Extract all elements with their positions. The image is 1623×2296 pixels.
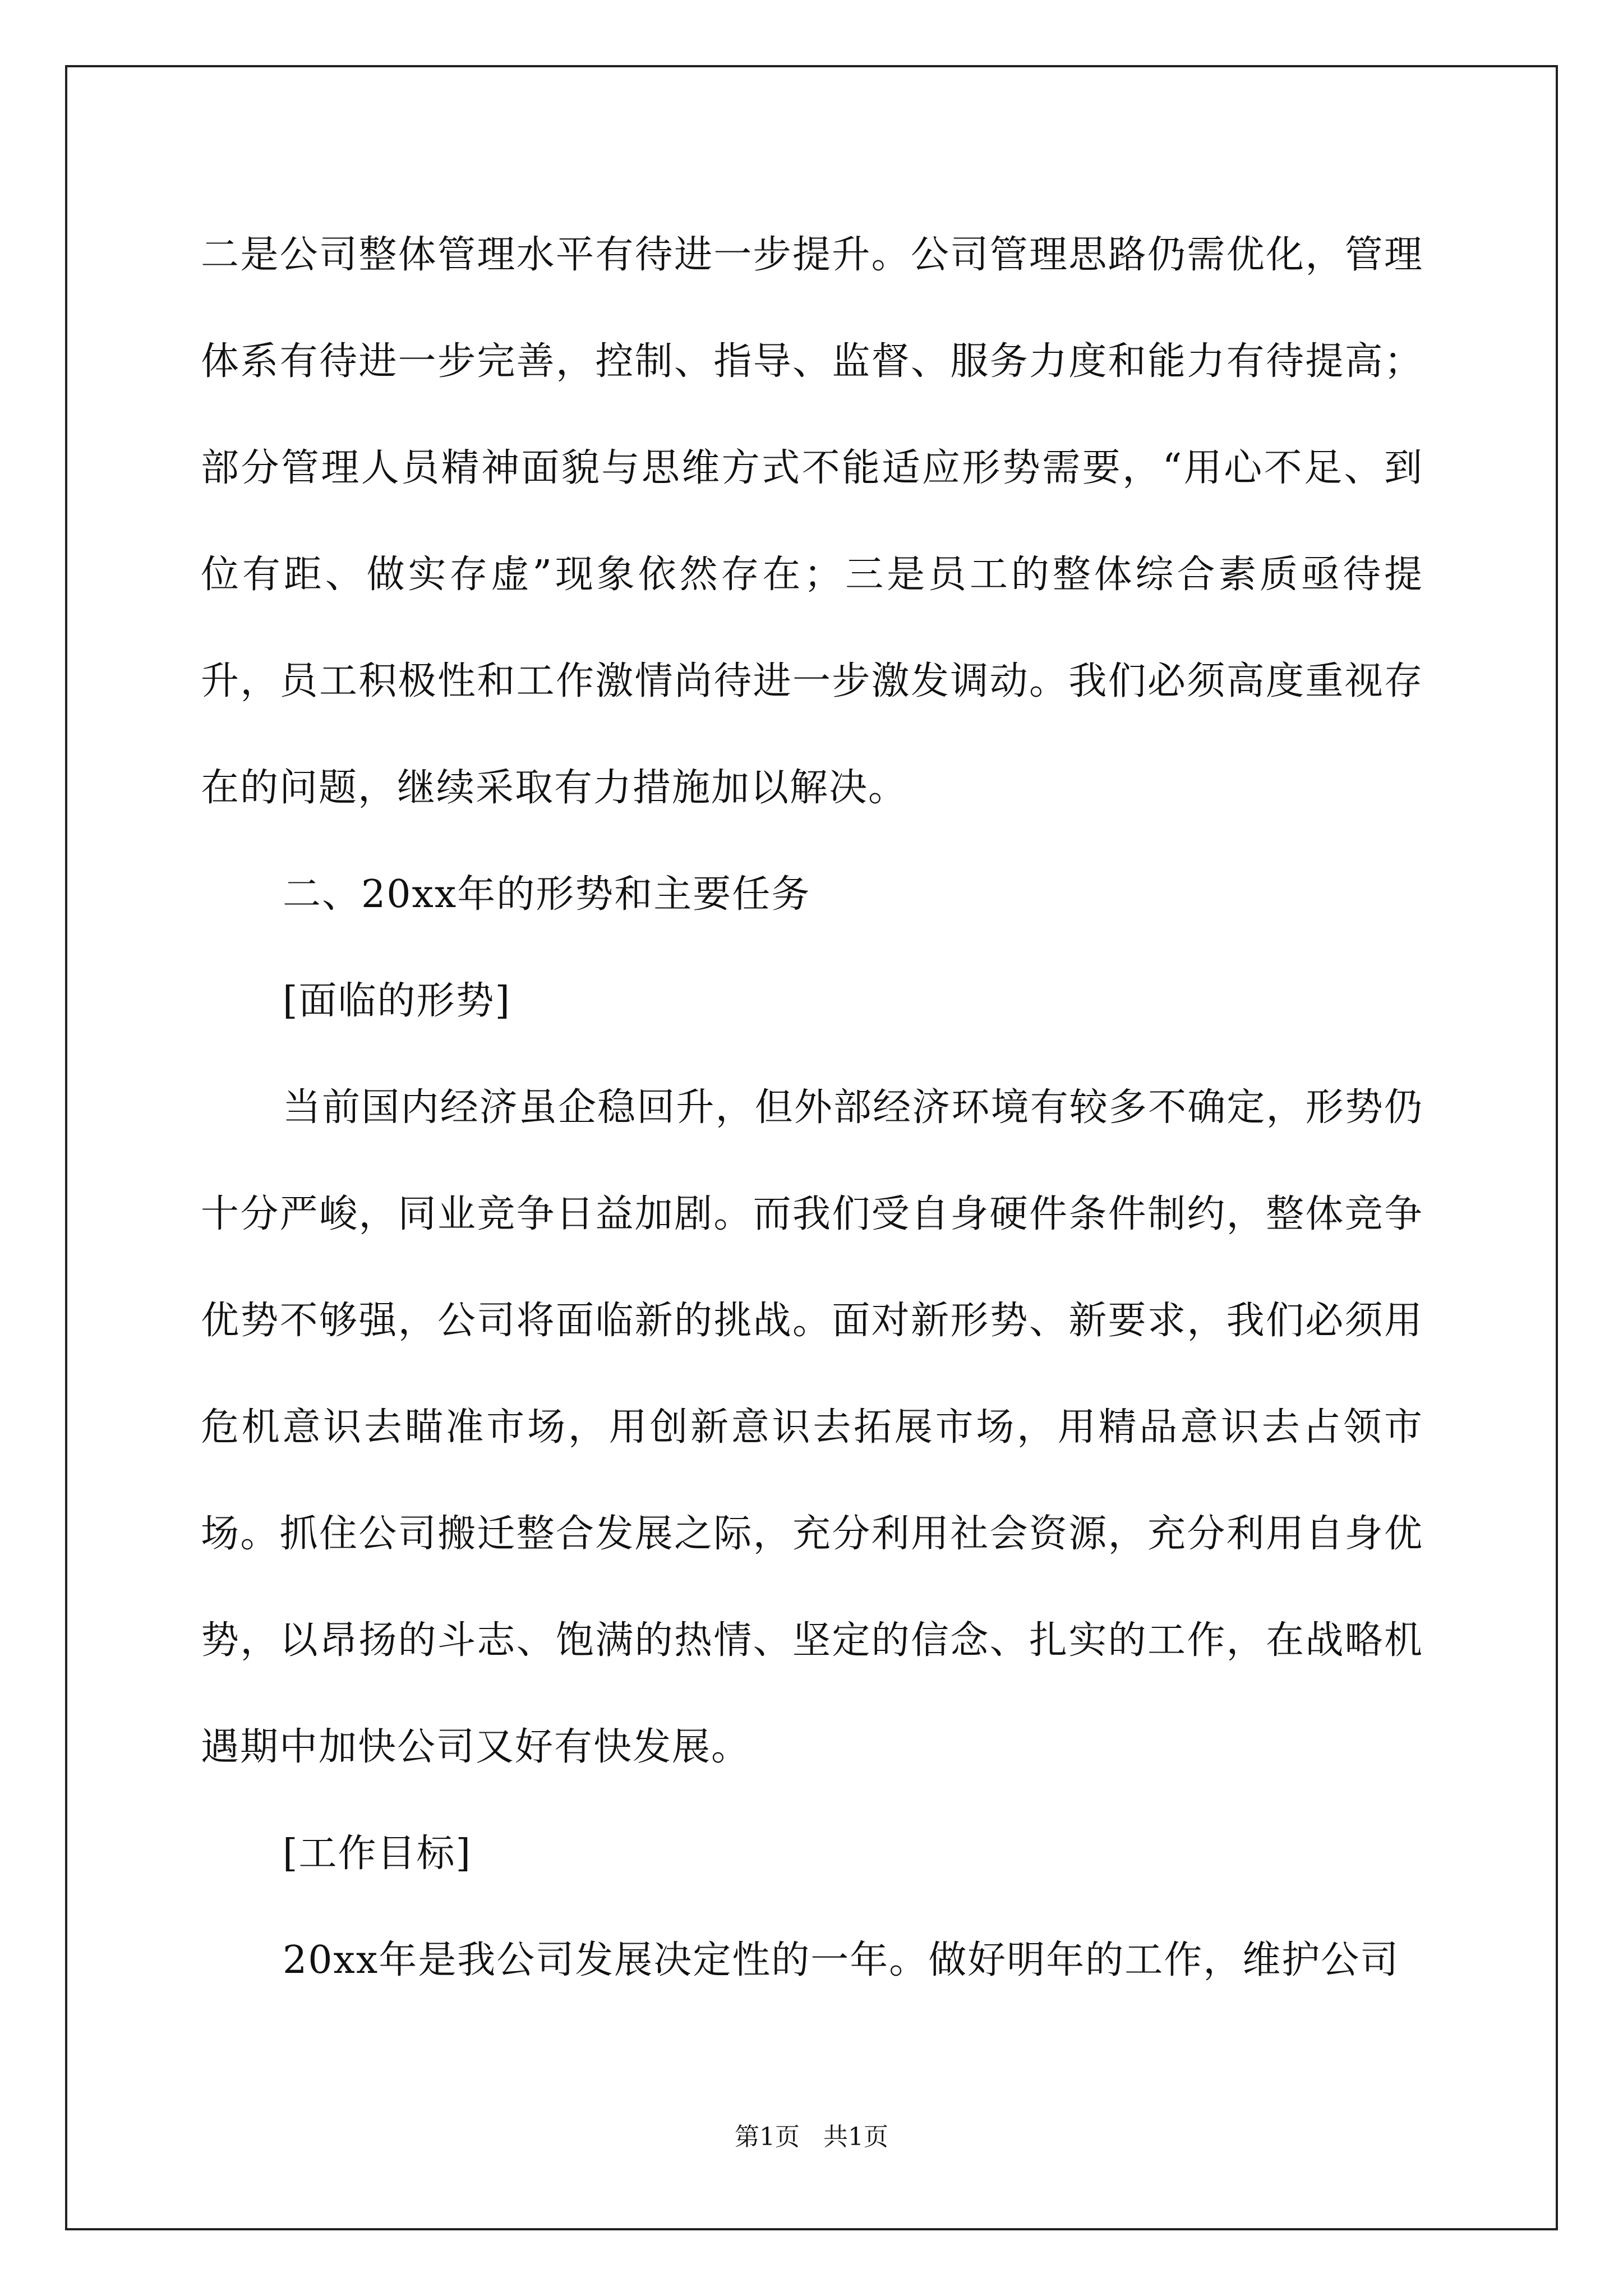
subheading-goals: [工作目标] [283,1832,472,1876]
section-heading: 二、20xx年的形势和主要任务 [283,872,811,917]
page-number: 第1页 [735,2123,800,2151]
subheading-situation: [面临的形势] [283,979,511,1023]
paragraph-goals: 20xx年是我公司发展决定性的一年。做好明年的工作，维护公司 [283,1938,1400,1982]
document-body [201,202,1423,2014]
paragraph-situation: 当前国内经济虽企稳回升，但外部经济环境有较多不确定，形势仍十分严峻，同业竞争日益加剧。而我们受自身硬件条件制约，整体竞争优势不够强，公司将面临新的挑战。面对新形势、新要求，我们必须用危机意识去瞄准市场，用创新意识去拓展市场，用精品意识去占领市场。抓住公司搬迁整合发展之际，充分利用社会资源，充分利用自身优势，以昂扬的斗志、饱满的热情、坚定的信念、扎实的工作，在战略机遇期中加快公司又好有快发展。 [201,1085,1423,1769]
page-footer [0,2120,1623,2154]
page-total: 共1页 [823,2123,888,2151]
paragraph-problems: 二是公司整体管理水平有待进一步提升。公司管理思路仍需优化，管理体系有待进一步完善，控制、指导、监督、服务力度和能力有待提高；部分管理人员精神面貌与思维方式不能适应形势需要，“用心不足、到位有距、做实存虚”现象依然存在；三是员工的整体综合素质亟待提升，员工积极性和工作激情尚待进一步激发调动。我们必须高度重视存在的问题，继续采取有力措施加以解决。 [201,233,1423,810]
